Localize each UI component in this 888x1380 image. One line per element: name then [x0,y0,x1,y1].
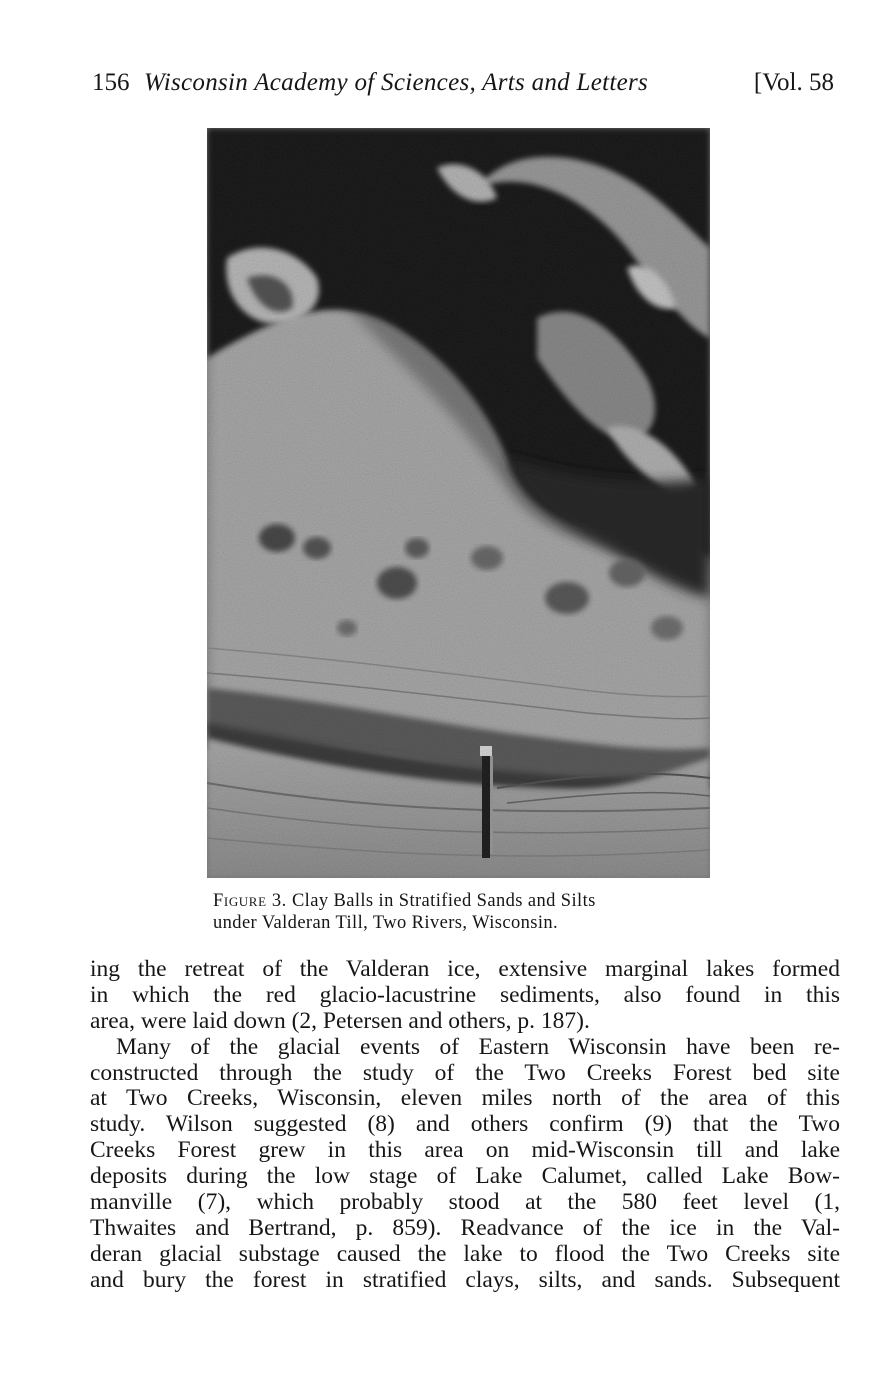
text-line: deposits during the low stage of Lake Calumet, called Lake Bow- [90,1163,840,1190]
text-line: Creeks Forest grew in this area on mid-Wisconsin till and lake [90,1137,840,1164]
paragraph [90,957,840,1035]
figure-label: Figure 3. [213,891,287,911]
paragraph [90,1035,840,1294]
clay-balls-outcrop-photo [207,128,710,878]
figure-caption [213,890,733,934]
text-line: at Two Creeks, Wisconsin, eleven miles north of the area of this [90,1085,840,1112]
text-line: and bury the forest in stratified clays, silts, and sands. Subsequent [90,1266,840,1293]
running-head [92,68,834,102]
caption-line [213,890,733,912]
journal-title: Wisconsin Academy of Sciences, Arts and Letters [144,69,649,96]
text-line: area, were laid down (2, Petersen and others, p. 187). [90,1007,590,1034]
text-line: in which the red glacio-lacustrine sediments, also found in this [90,981,840,1008]
page-number: 156 [92,69,130,96]
volume-number: [Vol. 58 [753,69,834,96]
text-line: constructed through the study of the Two Creeks Forest bed site [90,1059,840,1086]
text-line: Thwaites and Bertrand, p. 859). Readvance of the ice in the Val- [90,1214,840,1241]
text-line: deran glacial substage caused the lake to flood the Two Creeks site [90,1240,840,1267]
text-line: Many of the glacial events of Eastern Wisconsin have been re- [116,1033,840,1060]
text-line: study. Wilson suggested (8) and others confirm (9) that the Two [90,1111,840,1138]
body-text [90,957,840,1294]
caption-text: Clay Balls in Stratified Sands and Silts [291,891,596,911]
text-line: manville (7), which probably stood at the 580 feet level (1, [90,1189,840,1216]
text-line: ing the retreat of the Valderan ice, extensive marginal lakes formed [90,956,840,982]
figure-photograph [207,128,710,878]
caption-line: under Valderan Till, Two Rivers, Wisconsin. [213,913,559,933]
